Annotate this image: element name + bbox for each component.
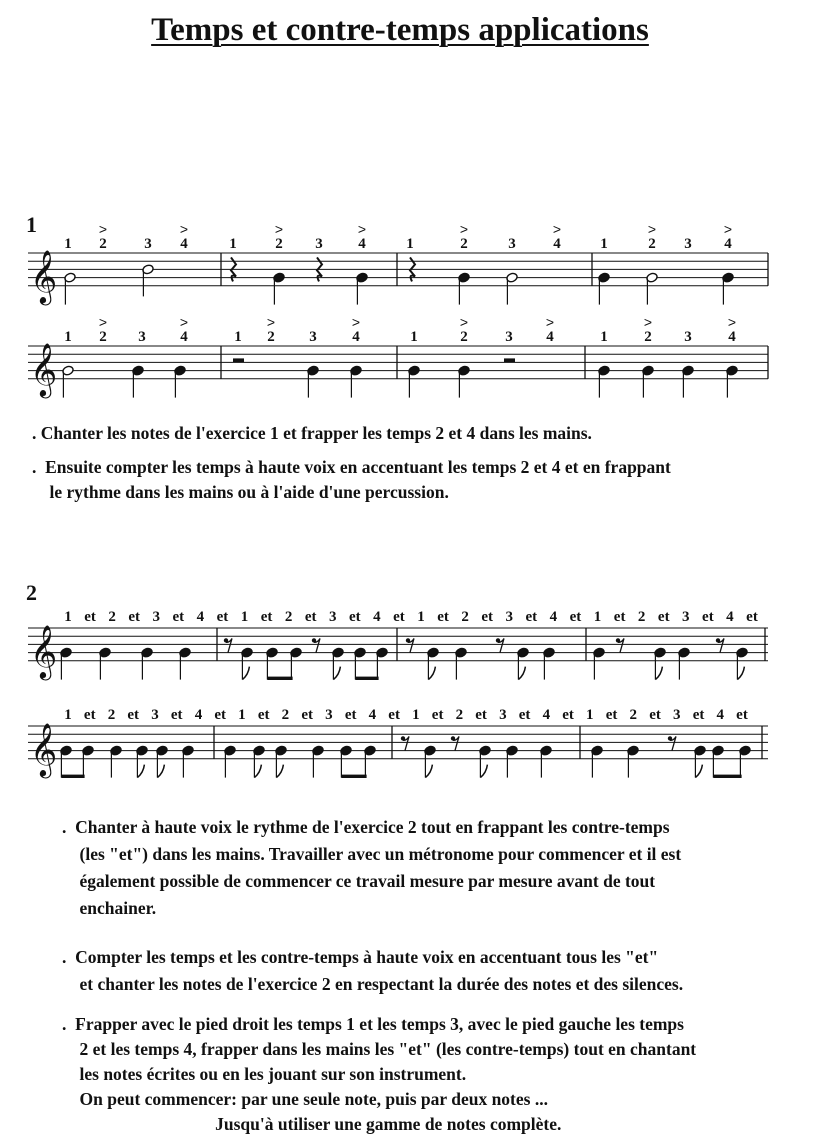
- beat-count: 1: [240, 609, 249, 625]
- beat-count: 2: [460, 236, 468, 252]
- beat-count: et: [475, 707, 487, 723]
- beat-count: 4: [549, 609, 558, 625]
- beat-count: 1: [600, 329, 608, 345]
- beat-count: 2: [275, 236, 283, 252]
- beat-count: 2: [281, 707, 290, 723]
- beat-count: 4: [542, 707, 551, 723]
- beat-count: 2: [99, 236, 107, 252]
- beat-count: et: [214, 707, 227, 723]
- beat-count: 2: [108, 609, 116, 625]
- eighth-flag: [480, 765, 487, 778]
- accent-mark-icon: >: [459, 314, 469, 330]
- beat-count: et: [481, 609, 494, 625]
- beat-count: et: [525, 609, 538, 625]
- eighth-flag: [137, 765, 144, 778]
- beat-count: 4: [368, 707, 377, 723]
- accent-mark-icon: >: [459, 221, 469, 237]
- beat-count: 2: [460, 329, 468, 345]
- beat-count: 4: [728, 329, 736, 345]
- beat-count: et: [562, 707, 574, 723]
- beat-count: 4: [194, 707, 203, 723]
- beat-count: et: [437, 609, 449, 625]
- beat-count: 3: [138, 329, 146, 345]
- beat-count: 4: [358, 236, 366, 252]
- beat-count: et: [216, 609, 229, 625]
- beat-count: 1: [64, 329, 72, 345]
- beat-count: et: [746, 609, 758, 625]
- exercise-2-staff-row-2: [0, 693, 827, 813]
- beat-count: 1: [238, 707, 246, 723]
- accent-mark-icon: >: [98, 221, 108, 237]
- beat-count: 3: [499, 707, 507, 723]
- eighth-flag: [428, 667, 435, 680]
- treble-clef-icon: 𝄞: [30, 248, 58, 303]
- beat-count: 3: [505, 329, 513, 345]
- beat-count: 3: [673, 707, 681, 723]
- beat-count: et: [304, 609, 317, 625]
- beat-count: et: [128, 609, 141, 625]
- exercise-1-instruction-1: . Chanter les notes de l'exercice 1 et frapper les temps 2 et 4 dans les mains.: [32, 423, 592, 443]
- beat-count: 3: [505, 609, 514, 625]
- accent-mark-icon: >: [727, 314, 737, 330]
- eighth-flag: [254, 765, 261, 778]
- beat-count: 2: [455, 707, 464, 723]
- beat-count: et: [301, 707, 313, 723]
- beat-count: 2: [637, 609, 646, 625]
- beat-count: 3: [329, 609, 337, 625]
- eighth-flag: [157, 765, 164, 778]
- beat-count: 4: [180, 236, 188, 252]
- beat-count: 3: [684, 236, 692, 252]
- beat-count: et: [736, 707, 748, 723]
- beat-count: 1: [64, 236, 72, 252]
- beat-count: 3: [684, 329, 692, 345]
- beat-count: 1: [593, 609, 602, 625]
- beat-count: et: [84, 609, 96, 625]
- exercise-2-instruction-1: . Chanter à haute voix le rythme de l'exercice 2 tout en frappant les contre-temps (les "et") dans les mains. Travailler avec un métronome pour commencer et il est également possible de commencer ce travail mesure par mesure avant de tout enchainer.: [62, 817, 682, 918]
- beat-count: et: [657, 609, 670, 625]
- beat-count: 4: [196, 609, 205, 625]
- beat-count: 3: [315, 236, 323, 252]
- beat-count: 1: [417, 609, 425, 625]
- beat-count: et: [569, 609, 582, 625]
- beat-count: 2: [284, 609, 293, 625]
- beat-count: et: [170, 707, 183, 723]
- beat-count: 1: [600, 236, 608, 252]
- page-title: Temps et contre-temps applications: [151, 12, 649, 48]
- exercise-2-number: 2: [26, 580, 37, 605]
- eighth-flag: [695, 765, 702, 778]
- treble-clef-icon: 𝄞: [30, 341, 58, 396]
- accent-mark-icon: >: [545, 314, 555, 330]
- beat-count: et: [127, 707, 140, 723]
- beat-count: et: [349, 609, 361, 625]
- beat-count: 2: [461, 609, 469, 625]
- eighth-flag: [655, 667, 662, 680]
- beat-count: 1: [64, 609, 72, 625]
- eighth-flag: [333, 667, 340, 680]
- beat-count: 1: [229, 236, 237, 252]
- eighth-flag: [737, 667, 744, 680]
- eighth-beam: [713, 775, 741, 778]
- accent-mark-icon: >: [179, 314, 189, 330]
- beat-count: 3: [325, 707, 333, 723]
- beat-count: 3: [152, 609, 161, 625]
- beat-count: 2: [107, 707, 116, 723]
- beat-count: 4: [716, 707, 725, 723]
- beat-count: et: [344, 707, 357, 723]
- beat-count: 4: [546, 329, 554, 345]
- accent-mark-icon: >: [643, 314, 653, 330]
- beat-count: et: [431, 707, 444, 723]
- accent-mark-icon: >: [723, 221, 733, 237]
- beat-count: 3: [682, 609, 690, 625]
- beat-count: 1: [586, 707, 594, 723]
- eighth-beam: [355, 677, 378, 680]
- beat-count: 3: [144, 236, 152, 252]
- beat-count: et: [260, 609, 273, 625]
- accent-mark-icon: >: [647, 221, 657, 237]
- eighth-flag: [425, 765, 432, 778]
- beat-count: 2: [267, 329, 275, 345]
- beat-count: et: [83, 707, 96, 723]
- accent-mark-icon: >: [266, 314, 276, 330]
- accent-mark-icon: >: [357, 221, 367, 237]
- accent-mark-icon: >: [351, 314, 361, 330]
- eighth-beam: [61, 775, 84, 778]
- exercise-2-instruction-3: . Frapper avec le pied droit les temps 1 et les temps 3, avec le pied gauche les temps 2 et les temps 4, frapper dans les mains les "et" (les contre-temps) tout en chantant les notes écrites ou en les jouant sur son instrument. On peut commencer: par une seule note, puis par deux notes ... Jusqu'à utiliser une gamme de notes complète.: [62, 1014, 697, 1134]
- beat-count: et: [613, 609, 626, 625]
- eighth-flag: [276, 765, 283, 778]
- beat-count: 1: [410, 329, 418, 345]
- eighth-flag: [518, 667, 525, 680]
- half-rest-icon: [504, 358, 515, 362]
- eighth-beam: [267, 677, 292, 680]
- beat-count: 4: [726, 609, 734, 625]
- beat-count: 4: [724, 236, 732, 252]
- accent-mark-icon: >: [274, 221, 284, 237]
- beat-count: 3: [508, 236, 516, 252]
- beat-count: et: [692, 707, 705, 723]
- beat-count: et: [702, 609, 714, 625]
- beat-count: 2: [99, 329, 107, 345]
- accent-mark-icon: >: [98, 314, 108, 330]
- beat-count: et: [649, 707, 661, 723]
- eighth-beam: [341, 775, 366, 778]
- beat-count: et: [388, 707, 400, 723]
- beat-count: 4: [553, 236, 561, 252]
- beat-count: et: [393, 609, 405, 625]
- beat-count: 4: [180, 329, 188, 345]
- exercise-2-instruction-2: . Compter les temps et les contre-temps à haute voix en accentuant tous les "et" et chanter les notes de l'exercice 2 en respectant la durée des notes et des silences.: [62, 947, 684, 994]
- exercise-1-staff-row-1: [0, 200, 827, 320]
- beat-count: et: [257, 707, 270, 723]
- beat-count: 4: [373, 609, 381, 625]
- beat-count: 1: [234, 329, 242, 345]
- beat-count: 3: [309, 329, 317, 345]
- beat-count: 3: [151, 707, 159, 723]
- half-rest-icon: [233, 358, 244, 362]
- eighth-flag: [242, 667, 249, 680]
- beat-count: 4: [352, 329, 360, 345]
- beat-count: 2: [644, 329, 652, 345]
- beat-count: 2: [629, 707, 638, 723]
- accent-mark-icon: >: [552, 221, 562, 237]
- treble-clef-icon: 𝄞: [30, 721, 58, 776]
- beat-count: et: [518, 707, 531, 723]
- beat-count: 2: [648, 236, 656, 252]
- beat-count: 1: [64, 707, 72, 723]
- treble-clef-icon: 𝄞: [30, 623, 58, 678]
- beat-count: et: [172, 609, 185, 625]
- beat-count: et: [605, 707, 618, 723]
- accent-mark-icon: >: [179, 221, 189, 237]
- exercise-1-instruction-2: . Ensuite compter les temps à haute voix en accentuant les temps 2 et 4 et en frappant le rythme dans les mains ou à l'aide d'une percussion.: [32, 457, 671, 502]
- beat-count: 1: [412, 707, 420, 723]
- beat-count: 1: [406, 236, 414, 252]
- exercise-1-number: 1: [26, 212, 37, 237]
- exercise-1-staff-row-2: [0, 305, 827, 425]
